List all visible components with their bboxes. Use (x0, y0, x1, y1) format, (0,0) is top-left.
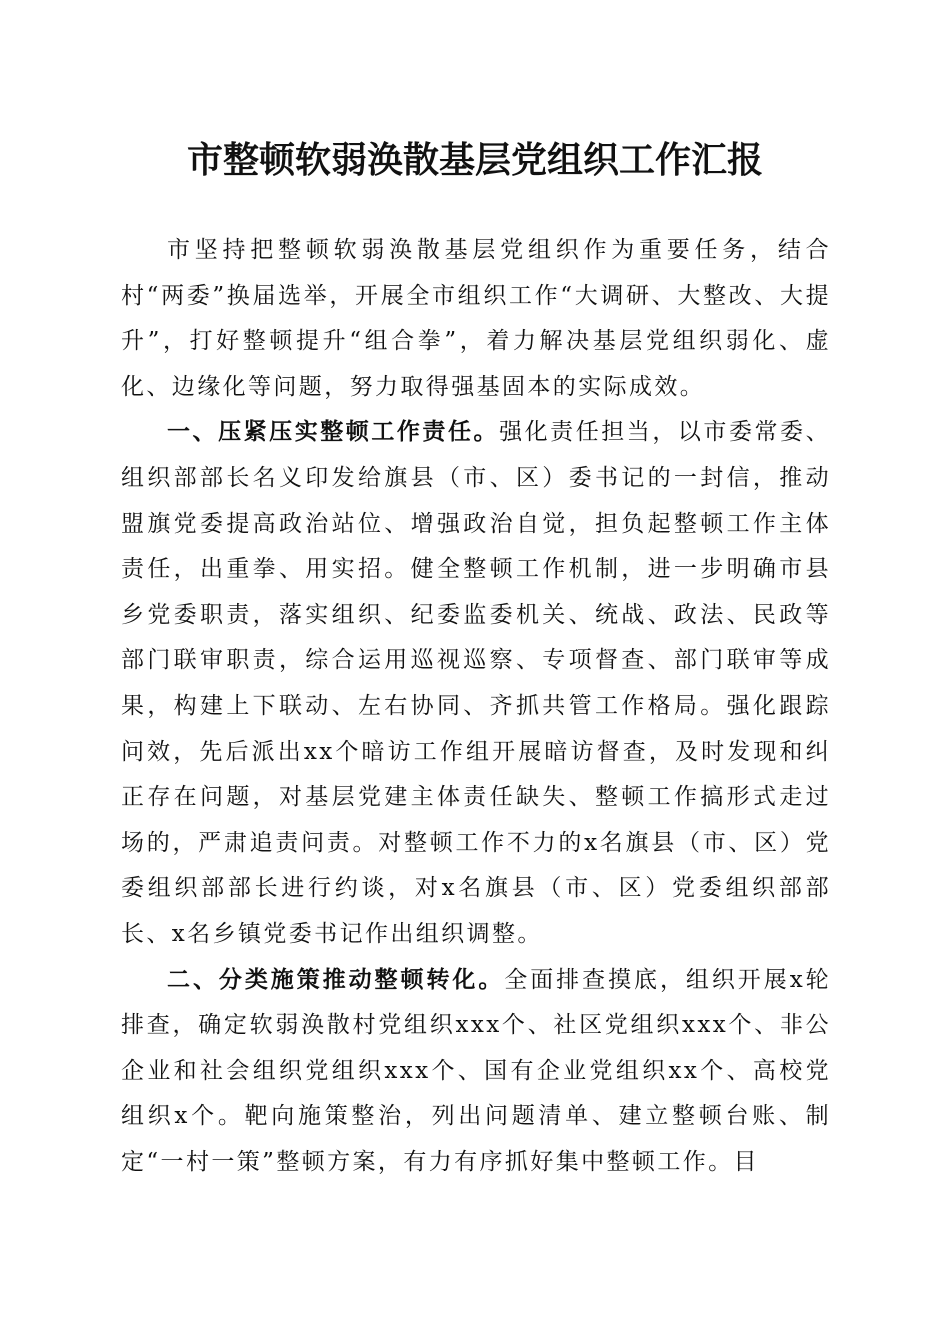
section-1-paragraph (121, 410, 831, 957)
section-1-heading: 一、压紧压实整顿工作责任。 (167, 419, 500, 446)
document-title: 市整顿软弱涣散基层党组织工作汇报 (186, 139, 763, 181)
section-1-text: 强化责任担当，以市委常委、组织部部长名义印发给旗县（市、区）委书记的一封信，推动盟旗党委提高政治站位、增强政治自觉，担负起整顿工作主体责任，出重拳、用实招。健全整顿工作机制，进一步明确市县乡党委职责，落实组织、纪委监委机关、统战、政法、民政等部门联审职责，综合运用巡视巡察、专项督查、部门联审等成果，构建上下联动、左右协同、齐抓共管工作格局。强化跟踪问效，先后派出xx个暗访工作组开展暗访督查，及时发现和纠正存在问题，对基层党建主体责任缺失、整顿工作搞形式走过场的，严肃追责问责。对整顿工作不力的x名旗县（市、区）党委组织部部长进行约谈，对x名旗县（市、区）党委组织部部长、x名乡镇党委书记作出组织调整。 (121, 419, 832, 947)
section-2-heading: 二、分类施策推动整顿转化。 (167, 966, 505, 993)
section-2-paragraph (121, 958, 831, 1186)
intro-paragraph: 市坚持把整顿软弱涣散基层党组织作为重要任务，结合村“两委”换届选举，开展全市组织工作“大调研、大整改、大提升”，打好整顿提升“组合拳”，着力解决基层党组织弱化、虚化、边缘化等问题，努力取得强基固本的实际成效。 (121, 237, 831, 400)
section-2-text: 全面排查摸底，组织开展x轮排查，确定软弱涣散村党组织xxx个、社区党组织xxx个、非公企业和社会组织党组织xxx个、国有企业党组织xx个、高校党组织x个。靶向施策整治，列出问题清单、建立整顿台账、制定“一村一策”整顿方案，有力有序抓好集中整顿工作。目 (121, 966, 832, 1175)
document-body (121, 228, 831, 1185)
